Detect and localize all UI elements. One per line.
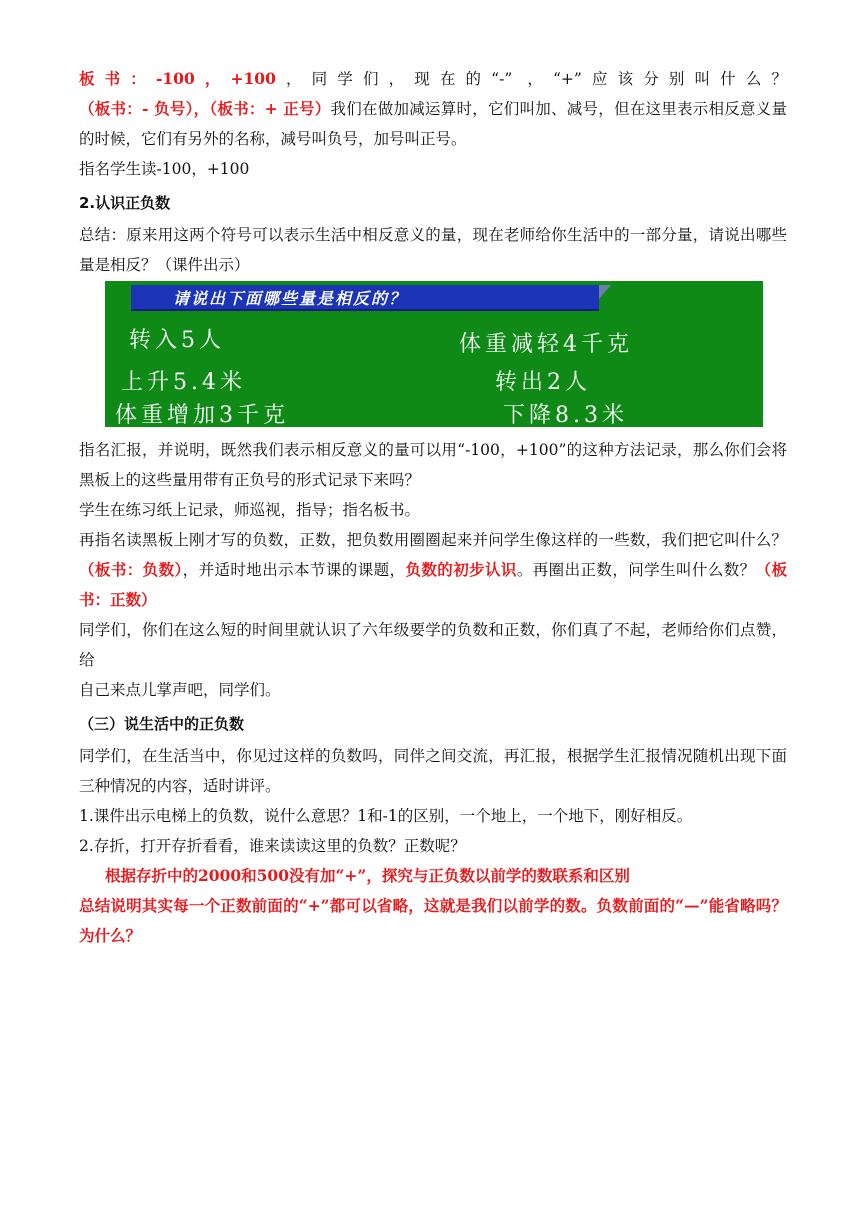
text-run: ，并适时地出示本节课的课题， — [182, 561, 406, 579]
paragraph-practice: 学生在练习纸上记录，师巡视，指导；指名板书。 — [79, 501, 421, 519]
document-page — [79, 64, 787, 951]
slide-banner — [131, 285, 599, 311]
lesson-title: 负数的初步认识 — [405, 560, 517, 579]
board-note-positive: （板书：正数） — [79, 560, 787, 609]
question-text: ，同学们，现在的“-” ，“+”应该分别叫什么？ — [275, 70, 787, 88]
paragraph-conclusion: 总结说明其实每一个正数前面的“+”都可以省略，这就是我们以前学的数。负数前面的“—”能省略吗？为什么？ — [79, 896, 787, 945]
paragraph-elevator: 1.课件出示电梯上的负数，说什么意思？1和-1的区别，一个地上，一个地下，刚好相反。 — [79, 807, 693, 825]
section-heading-life-numbers: （三）说生活中的正负数 — [79, 715, 245, 733]
slide-item: 转出2人 — [495, 370, 591, 395]
paragraph-board-notes — [79, 64, 787, 154]
text-run: 再指名读黑板上刚才写的负数，正数，把负数用圈圈起来并问学生像这样的一些数，我们把它叫什么？ — [79, 531, 787, 549]
paragraph-report: 指名汇报，并说明，既然我们表示相反意义的量可以用“-100，+100”的这种方法记录，那么你们会将黑板上的这些量用带有正负号的形式记录下来吗？ — [79, 441, 787, 489]
slide-banner-text: 请说出下面哪些量是相反的？ — [173, 289, 408, 308]
section-heading-know-numbers: 2.认识正负数 — [79, 194, 171, 212]
slide-item: 转入5人 — [129, 328, 225, 353]
explanation-text: 我们在做加减运算时，它们叫加、减号，但在这里表示相反意义量的时候，它们有另外的名称，减号叫负号，加号叫正号。 — [79, 100, 787, 148]
board-note-negative: （板书：负数） — [79, 560, 183, 579]
paragraph-bankbook: 2.存折，打开存折看看，谁来读读这里的负数？正数呢？ — [79, 837, 466, 855]
slide-item: 体重增加3千克 — [115, 403, 289, 427]
banner-fold-shape — [599, 285, 611, 299]
paragraph-applause: 自己来点儿掌声吧，同学们。 — [79, 681, 281, 699]
board-note-text: 板书：-100，+100 — [79, 69, 276, 88]
paragraph-circle-numbers — [79, 525, 787, 615]
board-note-signs: （板书：- 负号），（板书：+ 正号） — [79, 99, 331, 118]
slide-item: 体重减轻4千克 — [459, 332, 633, 357]
paragraph-praise: 同学们，你们在这么短的时间里就认识了六年级要学的负数和正数，你们真了不起，老师给你们点赞，给 — [79, 621, 787, 669]
text-run: 。再圈出正数，问学生叫什么数？ — [516, 561, 756, 579]
paragraph-life-examples: 同学们，在生活当中，你见过这样的负数吗，同伴之间交流，再汇报，根据学生汇报情况随机出现下面三种情况的内容，适时讲评。 — [79, 747, 787, 795]
paragraph-explore: 根据存折中的2000和500没有加“+”，探究与正负数以前学的数联系和区别 — [105, 866, 630, 885]
paragraph-summary: 总结：原来用这两个符号可以表示生活中相反意义的量，现在老师给你生活中的一部分量，请说出哪些量是相反？（课件出示） — [79, 226, 787, 274]
slide-item: 下降8.3米 — [503, 403, 628, 427]
slide-item: 上升5.4米 — [121, 370, 246, 395]
paragraph-read-numbers: 指名学生读-100，+100 — [79, 160, 250, 178]
courseware-slide-image — [105, 281, 763, 427]
